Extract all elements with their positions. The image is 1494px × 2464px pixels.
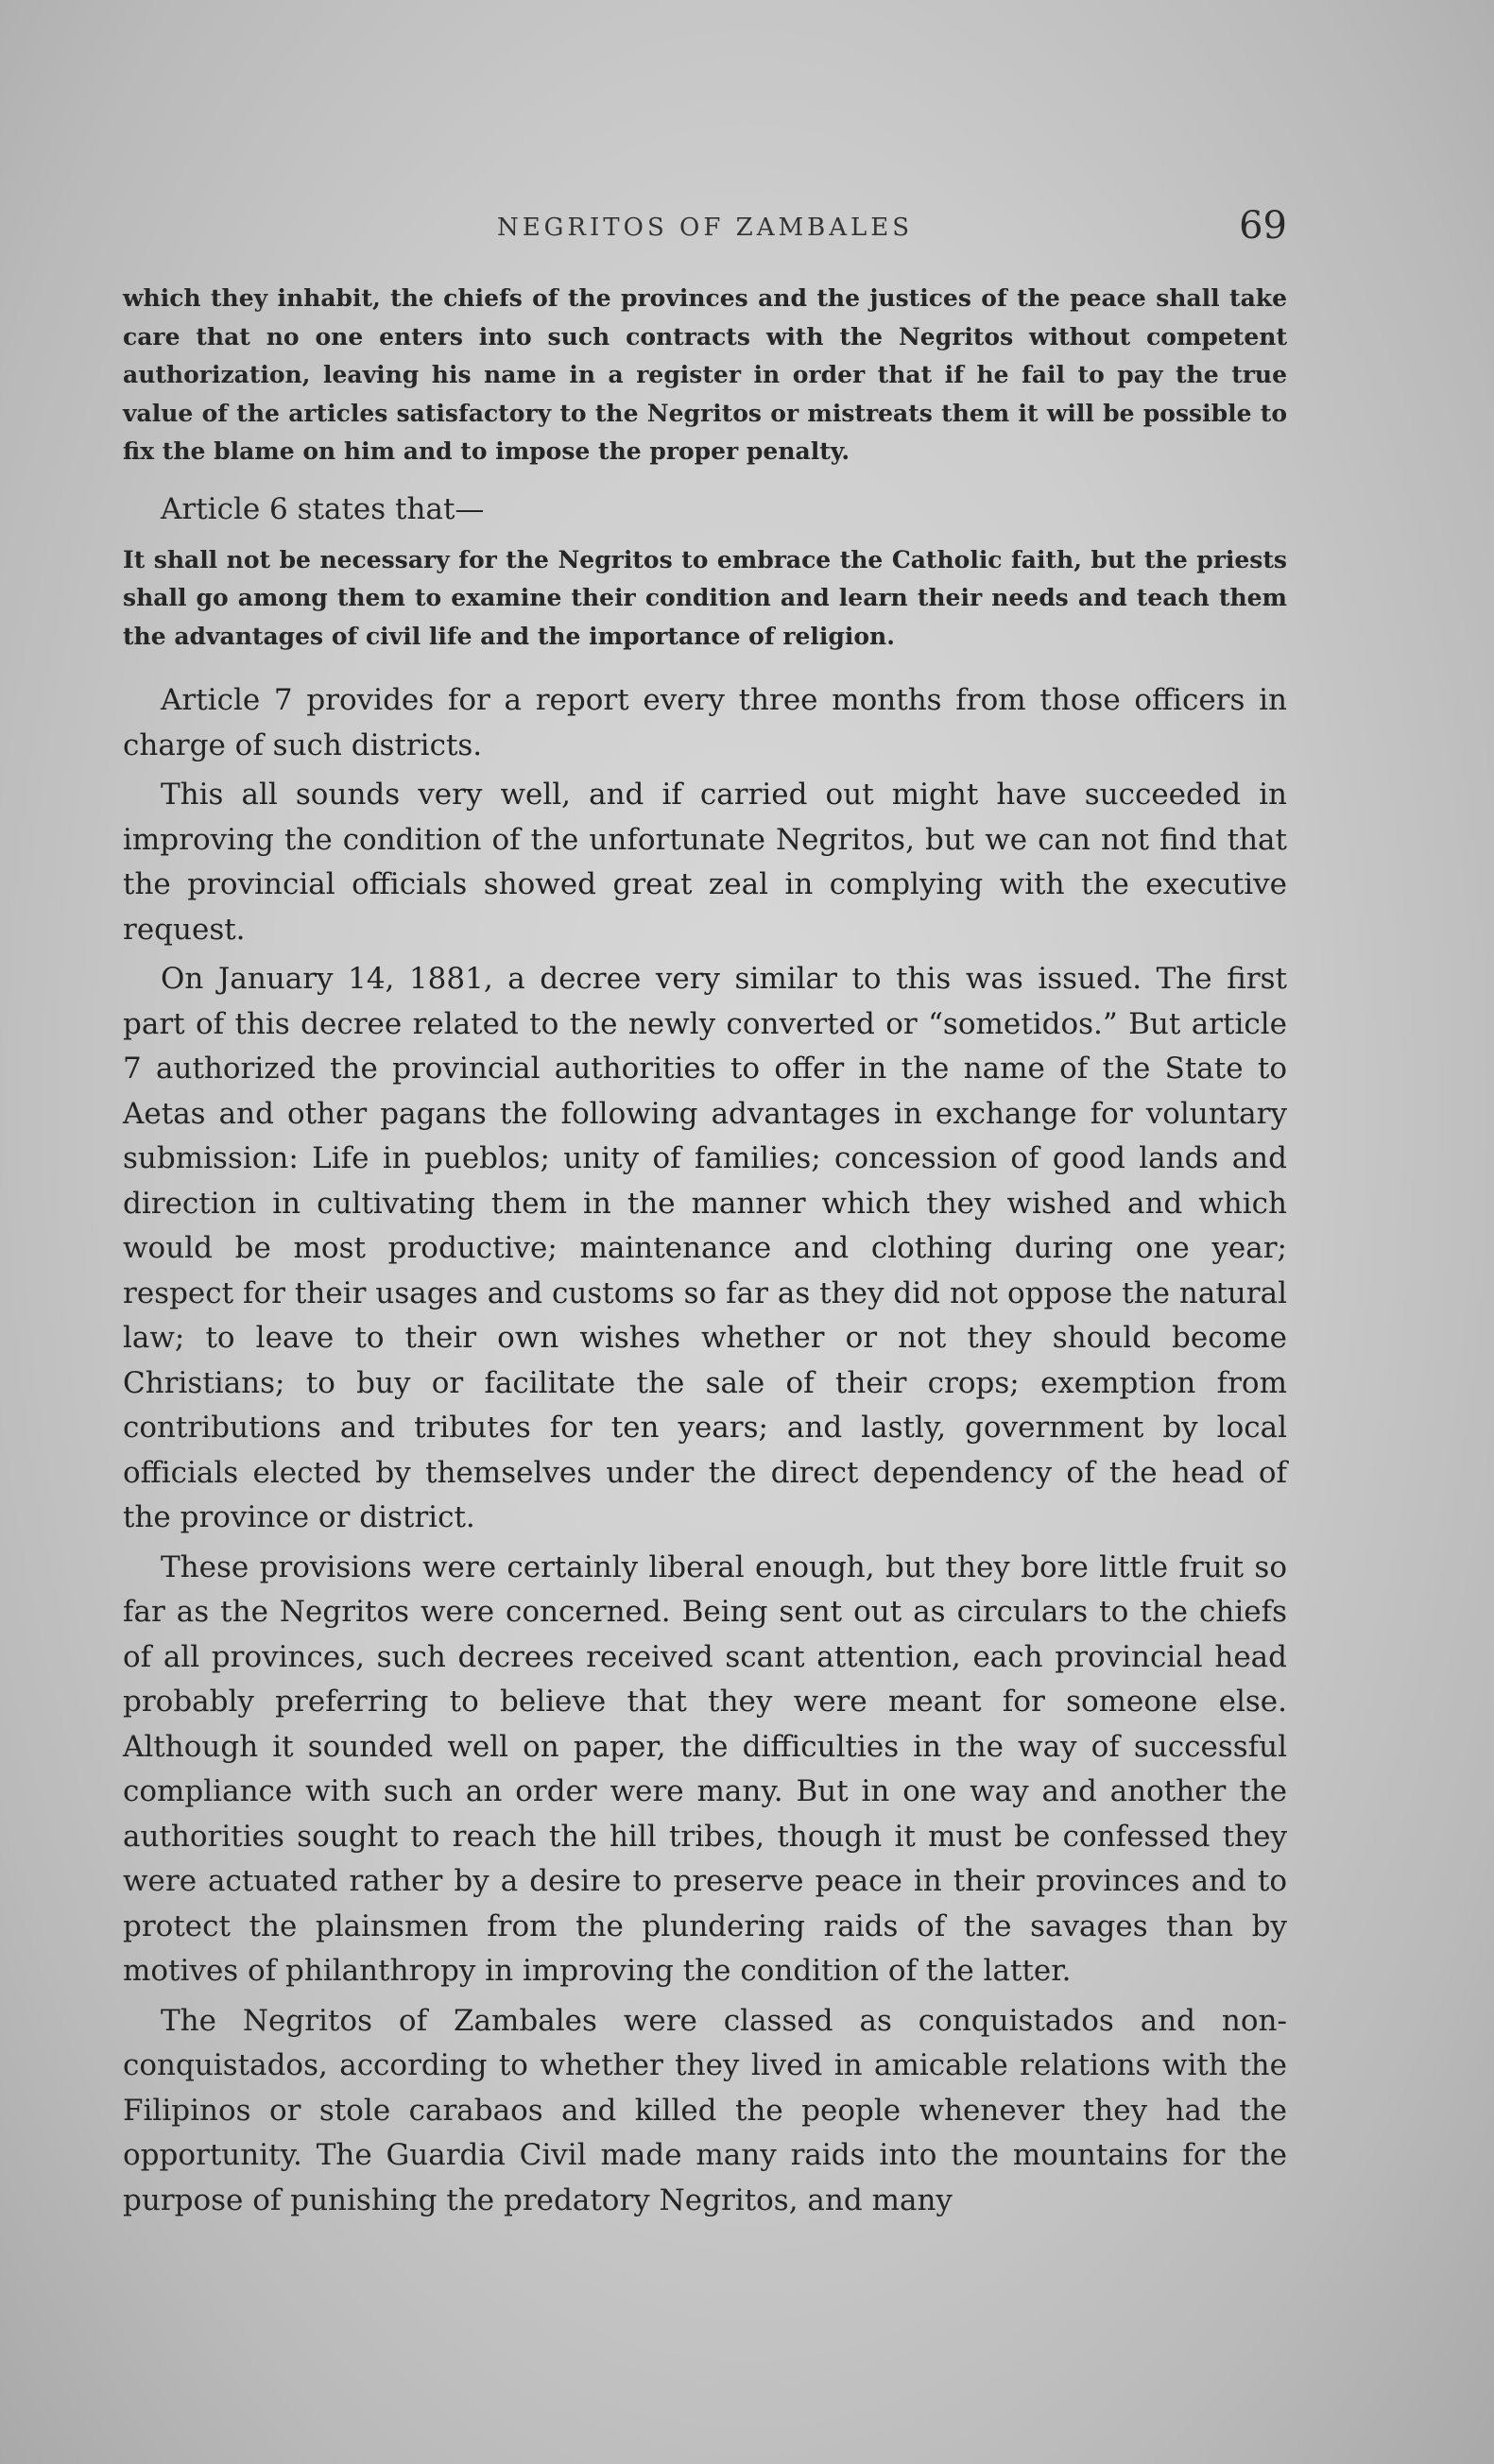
quoted-decree-continued: which they inhabit, the chiefs of the provinces and the justices of the peace shall take care that no one enters into such contracts with the Negritos without competent authorization, leaving his name in a register in order that if he fail to pay the true value of the articles satisfactory to the Negritos or mistreats them it will be possible to fix the blame on him and to impose the proper penalty.: [123, 284, 1287, 465]
text-column: [123, 280, 1287, 2228]
page-number: 69: [1239, 204, 1287, 248]
paragraph-assessment: This all sounds very well, and if carried out might have succeeded in improving the condition of the unfortunate Negritos, but we can not find that the provincial officials showed great zeal in complying with the executive request.: [123, 778, 1287, 947]
paragraph-article-7: Article 7 provides for a report every three months from those officers in charge of such districts.: [123, 683, 1287, 762]
paragraph-zambales: The Negritos of Zambales were classed as conquistados and non-conquistados, according to whether they lived in amicable relations with the Filipinos or stole carabaos and killed the people whenever they had the opportunity. The Guardia Civil made many raids into the mountains for the purpose of punishing the predatory Negritos, and many: [123, 2003, 1287, 2217]
running-head: [123, 204, 1287, 251]
paragraph-decree-1881: On January 14, 1881, a decree very similar to this was issued. The first part of this decree related to the newly converted or “sometidos.” But article 7 authorized the provincial authorities to offer in the name of the State to Aetas and other pagans the following advantages in exchange for voluntary submission: Life in pueblos; unity of families; concession of good lands and direction in cultivating them in the manner which they wished and which would be most productive; maintenance and clothing during one year; respect for their usages and customs so far as they did not oppose the natural law; to leave to their own wishes whether or not they should become Christians; to buy or facilitate the sale of their crops; exemption from contributions and tributes for ten years; and lastly, government by local officials elected by themselves under the direct dependency of the head of the province or district.: [123, 962, 1287, 1534]
running-title: NEGRITOS OF ZAMBALES: [496, 214, 914, 242]
article-6-quote: It shall not be necessary for the Negritos to embrace the Catholic faith, but the priests shall go among them to examine their condition and learn their needs and teach them the advantages of civil life and the importance of religion.: [123, 545, 1287, 650]
article-6-intro: Article 6 states that—: [161, 491, 485, 526]
paragraph-provisions: These provisions were certainly liberal enough, but they bore little fruit so far as the Negritos were concerned. Being sent out as circulars to the chiefs of all provinces, such decrees received scant attention, each provincial head probably preferring to believe that they were meant for someone else. Although it sounded well on paper, the difficulties in the way of successful compliance with such an order were many. But in one way and another the authorities sought to reach the hill tribes, though it must be confessed they were actuated rather by a desire to preserve peace in their provinces and to protect the plainsmen from the plundering raids of the savages than by motives of philanthropy in improving the condition of the latter.: [123, 1549, 1287, 1988]
